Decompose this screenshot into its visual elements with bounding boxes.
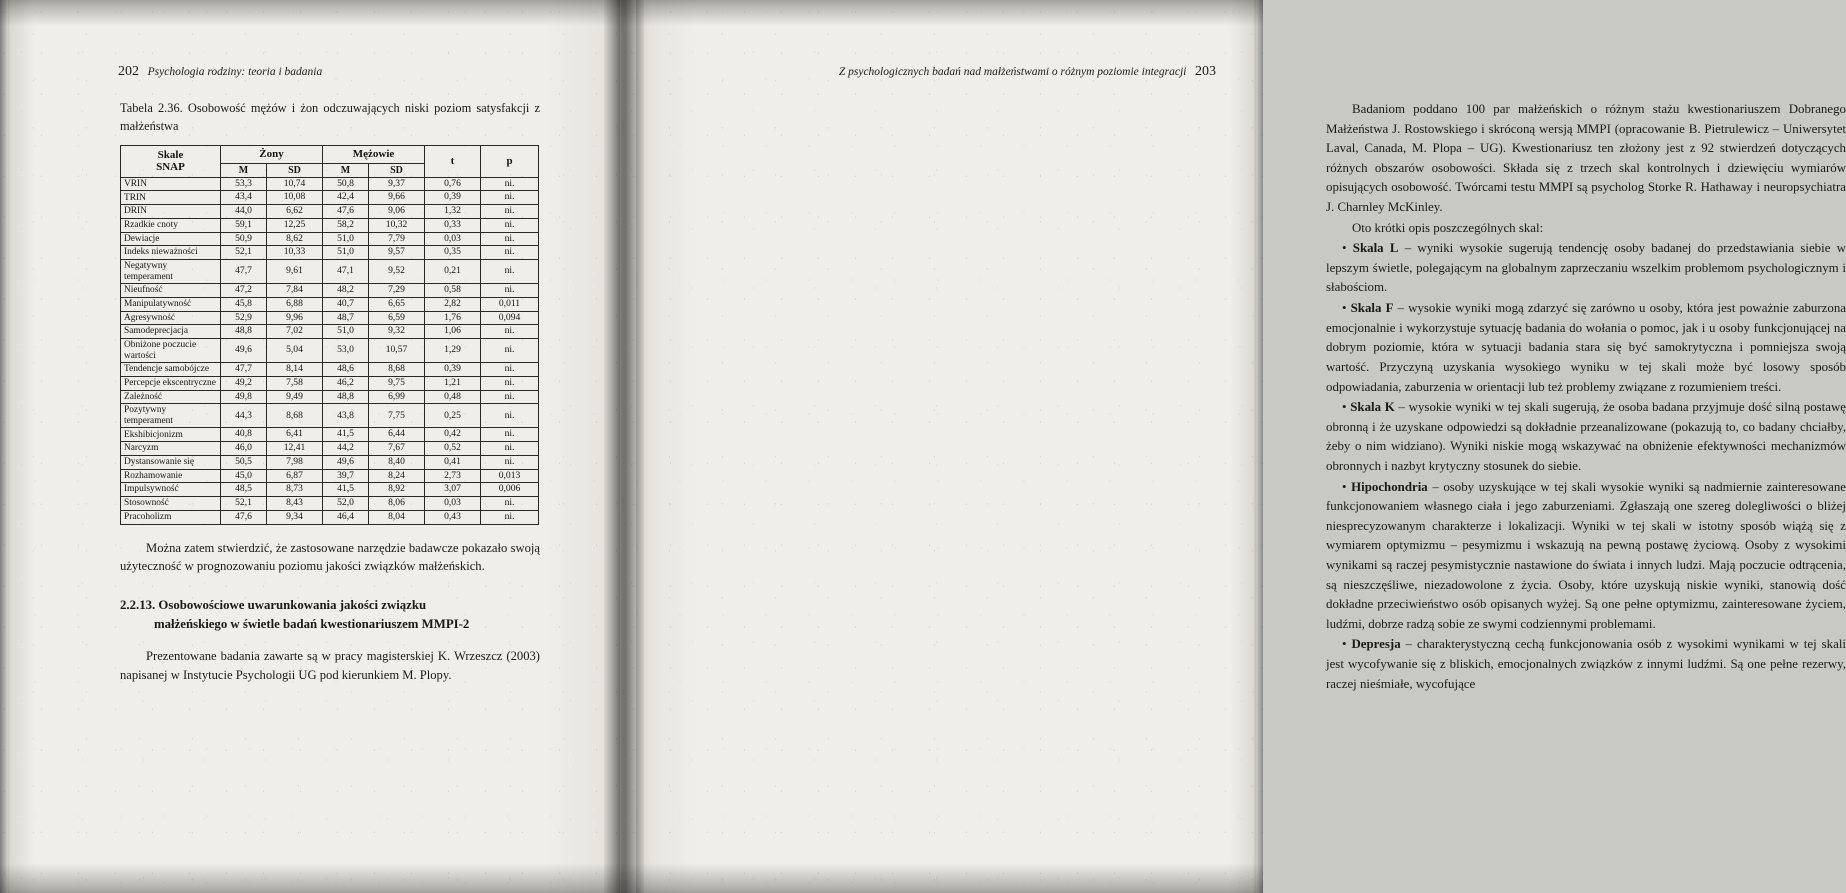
cell-label: Indeks nieważności	[121, 246, 221, 260]
right-column	[1326, 100, 1846, 695]
scale-name: Hipochondria	[1351, 479, 1428, 494]
cell-mez_sd: 6,65	[369, 297, 425, 311]
cell-mez_sd: 7,79	[369, 232, 425, 246]
header-scales-line1: Skale	[157, 149, 184, 162]
bullet-icon: •	[1342, 479, 1352, 494]
cell-zony_m: 50,9	[221, 232, 267, 246]
cell-mez_m: 46,2	[323, 376, 369, 390]
cell-zony_sd: 9,49	[267, 390, 323, 404]
cell-zony_sd: 7,58	[267, 376, 323, 390]
cell-zony_sd: 8,14	[267, 363, 323, 377]
cell-mez_sd: 8,40	[369, 455, 425, 469]
table-row	[121, 404, 539, 428]
table-row	[121, 191, 539, 205]
cell-p: ni.	[481, 442, 539, 456]
closing-paragraph: Prezentowane badania zawarte są w pracy magisterskiej K. Wrzeszcz (2003) napisanej w Instytucie Psychologii UG pod kierunkiem M. Plopy.	[120, 649, 540, 683]
cell-zony_m: 40,8	[221, 428, 267, 442]
table-row	[121, 177, 539, 191]
cell-t: 3,07	[425, 483, 481, 497]
table-row	[121, 497, 539, 511]
bullet-icon: •	[1342, 637, 1352, 652]
header-husbands: Mężowie	[323, 146, 425, 163]
cell-mez_sd: 8,68	[369, 363, 425, 377]
left-running-head	[118, 64, 322, 80]
cell-zony_sd: 9,61	[267, 260, 323, 284]
cell-t: 0,52	[425, 442, 481, 456]
cell-p: ni.	[481, 260, 539, 284]
cell-zony_sd: 12,41	[267, 442, 323, 456]
bullet-icon: •	[1342, 241, 1353, 256]
cell-label: Stosowność	[121, 497, 221, 511]
cell-p: ni.	[481, 363, 539, 377]
right-folio: 203	[1195, 64, 1216, 79]
cell-zony_m: 46,0	[221, 442, 267, 456]
cell-label: Narcyzm	[121, 442, 221, 456]
cell-label: Nieufność	[121, 284, 221, 298]
conclusion-paragraph: Można zatem stwierdzić, że zastosowane narzędzie badawcze pokazało swoją użyteczność w prognozowaniu poziomu jakości związków małżeńskich.	[120, 540, 540, 574]
scale-description-item	[1326, 398, 1846, 476]
cell-mez_m: 48,6	[323, 363, 369, 377]
cell-mez_sd: 9,32	[369, 325, 425, 339]
table-caption: Tabela 2.36. Osobowość mężów i żon odczuwających niski poziom satysfakcji z małżeństwa	[120, 101, 540, 133]
cell-mez_m: 46,4	[323, 510, 369, 524]
left-running-head-text: Psychologia rodziny: teoria i badania	[147, 66, 323, 78]
cell-label: Percepcje ekscentryczne	[121, 376, 221, 390]
cell-mez_sd: 8,04	[369, 510, 425, 524]
cell-mez_sd: 9,75	[369, 376, 425, 390]
cell-mez_m: 41,5	[323, 483, 369, 497]
scale-description-item	[1326, 635, 1846, 694]
table-row	[121, 284, 539, 298]
page-edge-top	[0, 0, 1263, 26]
cell-mez_sd: 9,66	[369, 191, 425, 205]
cell-mez_m: 51,0	[323, 246, 369, 260]
scale-name: Depresja	[1351, 637, 1401, 652]
cell-mez_sd: 9,06	[369, 205, 425, 219]
cell-t: 0,25	[425, 404, 481, 428]
cell-label: Rozhamowanie	[121, 469, 221, 483]
table-row	[121, 483, 539, 497]
right-running-head	[839, 64, 1216, 80]
cell-zony_m: 52,9	[221, 311, 267, 325]
table-row	[121, 510, 539, 524]
cell-zony_sd: 12,25	[267, 218, 323, 232]
cell-mez_sd: 6,99	[369, 390, 425, 404]
table-row	[121, 428, 539, 442]
header-wives-m: M	[221, 163, 267, 177]
cell-p: ni.	[481, 428, 539, 442]
cell-zony_m: 49,2	[221, 376, 267, 390]
table-row	[121, 205, 539, 219]
cell-mez_m: 40,7	[323, 297, 369, 311]
cell-zony_m: 44,3	[221, 404, 267, 428]
cell-label: Pozytywny temperament	[121, 404, 221, 428]
header-p: p	[481, 146, 539, 178]
cell-t: 0,58	[425, 284, 481, 298]
left-page	[8, 0, 620, 893]
left-column	[120, 100, 540, 685]
cell-mez_m: 41,5	[323, 428, 369, 442]
cell-p: 0,013	[481, 469, 539, 483]
bullet-icon: •	[1342, 400, 1351, 415]
cell-label: Tendencje samobójcze	[121, 363, 221, 377]
table-row	[121, 363, 539, 377]
cell-t: 0,03	[425, 232, 481, 246]
scale-description-item	[1326, 239, 1846, 298]
cell-mez_m: 39,7	[323, 469, 369, 483]
cell-zony_sd: 8,73	[267, 483, 323, 497]
table-row	[121, 246, 539, 260]
cell-zony_m: 47,2	[221, 284, 267, 298]
cell-p: ni.	[481, 284, 539, 298]
book-gutter	[604, 0, 644, 893]
cell-mez_sd: 9,52	[369, 260, 425, 284]
cell-zony_sd: 6,88	[267, 297, 323, 311]
cell-zony_sd: 7,02	[267, 325, 323, 339]
header-wives-sd: SD	[267, 163, 323, 177]
cell-t: 0,39	[425, 191, 481, 205]
cell-label: Rzadkie cnoty	[121, 218, 221, 232]
page-edge-left	[0, 0, 10, 893]
cell-zony_sd: 6,62	[267, 205, 323, 219]
cell-mez_m: 52,0	[323, 497, 369, 511]
cell-zony_m: 59,1	[221, 218, 267, 232]
cell-p: ni.	[481, 325, 539, 339]
cell-zony_sd: 10,74	[267, 177, 323, 191]
cell-label: Manipulatywność	[121, 297, 221, 311]
scale-text: – osoby uzyskujące w tej skali wysokie wyniki są nadmiernie zainteresowane funkcjonowaniem własnego ciała i jego zaburzeniami. Zgłaszają one szereg dolegliwości o bliżej niesprecyzowanym charakterze i lokalizacji. Wyniki w tej skali w istotny sposób wiążą się z wymiarem optymizmu – pesymizmu i wskazują na pewną postawę życiową. Osoby z wysokimi wynikami są raczej pesymistycznie nastawione do świata i innych ludzi. Mają poczucie odtrącenia, są nieszczęśliwe, niezadowolone z życia. Osoby, które uzyskują niskie wyniki, stanowią dość dokładne przeciwieństwo osób opisanych wyżej. Są one pełne optymizmu, zainteresowane życiem, ludźmi, dobrze radzą sobie ze swymi codziennymi problemami.	[1326, 479, 1846, 631]
cell-mez_m: 58,2	[323, 218, 369, 232]
cell-mez_sd: 10,57	[369, 339, 425, 363]
cell-p: ni.	[481, 510, 539, 524]
section-heading	[120, 596, 540, 633]
cell-label: Zależność	[121, 390, 221, 404]
cell-p: ni.	[481, 177, 539, 191]
cell-zony_m: 50,5	[221, 455, 267, 469]
cell-mez_sd: 7,67	[369, 442, 425, 456]
section-heading-line2: małżeńskiego w świetle badań kwestionariuszem MMPI-2	[154, 616, 470, 631]
cell-p: ni.	[481, 455, 539, 469]
cell-mez_m: 48,7	[323, 311, 369, 325]
cell-zony_m: 47,7	[221, 260, 267, 284]
cell-mez_sd: 8,92	[369, 483, 425, 497]
table-row	[121, 442, 539, 456]
cell-mez_sd: 8,06	[369, 497, 425, 511]
cell-zony_m: 52,1	[221, 497, 267, 511]
scale-name: Skala L	[1352, 241, 1399, 256]
table-row	[121, 325, 539, 339]
cell-t: 0,35	[425, 246, 481, 260]
cell-mez_m: 47,6	[323, 205, 369, 219]
table-row	[121, 339, 539, 363]
cell-label: Dewiacje	[121, 232, 221, 246]
table-head-row-1	[121, 146, 539, 163]
cell-mez_sd: 9,57	[369, 246, 425, 260]
cell-p: ni.	[481, 232, 539, 246]
table-row	[121, 260, 539, 284]
cell-mez_m: 48,2	[323, 284, 369, 298]
cell-t: 0,41	[425, 455, 481, 469]
header-husbands-m: M	[323, 163, 369, 177]
cell-zony_sd: 9,96	[267, 311, 323, 325]
left-folio: 202	[118, 64, 139, 79]
scale-text: – wysokie wyniki w tej skali sugerują, że osoba badana przyjmuje dość silną postawę obronną i że uzyskane odpowiedzi są dokładnie przeanalizowane (pokazują to, co badany chciałby, żeby o nim widziano). Wyniki niskie mogą wskazywać na obniżenie efektywności mechanizmów obronnych i nazbyt krytyczny stosunek do siebie.	[1326, 400, 1846, 473]
cell-zony_sd: 10,08	[267, 191, 323, 205]
cell-zony_m: 45,8	[221, 297, 267, 311]
cell-p: ni.	[481, 404, 539, 428]
scale-text: – charakterystyczną cechą funkcjonowania osób z wysokimi wynikami w tej skali jest wycofywanie się z bliskich, emocjonalnych związków z innymi ludźmi. Są one pełne rezerwy, raczej nieśmiałe, wycofujące	[1326, 637, 1846, 691]
cell-zony_m: 48,8	[221, 325, 267, 339]
cell-label: DRIN	[121, 205, 221, 219]
snap-scales-table	[120, 145, 539, 524]
cell-zony_sd: 9,34	[267, 510, 323, 524]
cell-zony_m: 48,5	[221, 483, 267, 497]
cell-t: 1,06	[425, 325, 481, 339]
table-row	[121, 232, 539, 246]
cell-p: ni.	[481, 376, 539, 390]
scale-name: Skala K	[1350, 400, 1395, 415]
cell-t: 0,39	[425, 363, 481, 377]
cell-zony_m: 43,4	[221, 191, 267, 205]
cell-zony_sd: 7,98	[267, 455, 323, 469]
cell-t: 0,42	[425, 428, 481, 442]
scale-description-item	[1326, 478, 1846, 635]
table-row	[121, 297, 539, 311]
cell-mez_m: 42,4	[323, 191, 369, 205]
cell-t: 1,32	[425, 205, 481, 219]
header-wives: Żony	[221, 146, 323, 163]
cell-mez_m: 48,8	[323, 390, 369, 404]
cell-mez_m: 50,8	[323, 177, 369, 191]
section-heading-line1: 2.2.13. Osobowościowe uwarunkowania jakości związku	[120, 598, 427, 613]
cell-label: Samodeprecjacja	[121, 325, 221, 339]
cell-label: Ekshibicjonizm	[121, 428, 221, 442]
table-row	[121, 469, 539, 483]
cell-label: VRIN	[121, 177, 221, 191]
cell-zony_m: 49,6	[221, 339, 267, 363]
header-scales-line2: SNAP	[156, 161, 185, 174]
scale-text: – wysokie wyniki mogą zdarzyć się zarówno u osoby, która jest poważnie zaburzona emocjonalnie i wykorzystuje sytuację badania do wołania o pomoc, jak i u osoby funkcjonującej na dobrym poziomie, która w sytuacji badania stara się być samokrytyczna i pomniejsza swoją wartość. Przyczyną uzyskania wysokiego wyniku w tej skali może być losowy sposób odpowiadania, zaburzenia w orientacji lub też problemy związane z rozumieniem treści.	[1326, 301, 1846, 394]
cell-t: 1,29	[425, 339, 481, 363]
scale-description-item	[1326, 299, 1846, 397]
cell-t: 1,76	[425, 311, 481, 325]
cell-zony_m: 45,0	[221, 469, 267, 483]
cell-t: 1,21	[425, 376, 481, 390]
cell-label: TRIN	[121, 191, 221, 205]
cell-zony_m: 47,6	[221, 510, 267, 524]
cell-mez_m: 51,0	[323, 325, 369, 339]
cell-p: ni.	[481, 191, 539, 205]
cell-p: 0,006	[481, 483, 539, 497]
cell-p: ni.	[481, 390, 539, 404]
cell-zony_sd: 5,04	[267, 339, 323, 363]
scale-text: – wyniki wysokie sugerują tendencję osoby badanej do przedstawiania siebie w lepszym świetle, polegającym na globalnym zaprzeczaniu wszelkim problemom psychologicznym i słabościom.	[1326, 241, 1846, 295]
table-head	[121, 146, 539, 178]
cell-zony_sd: 7,84	[267, 284, 323, 298]
cell-zony_sd: 6,87	[267, 469, 323, 483]
cell-mez_sd: 7,29	[369, 284, 425, 298]
cell-t: 0,21	[425, 260, 481, 284]
right-page	[636, 0, 1846, 893]
cell-p: ni.	[481, 497, 539, 511]
cell-mez_m: 53,0	[323, 339, 369, 363]
header-scales	[121, 146, 221, 178]
cell-t: 0,48	[425, 390, 481, 404]
cell-zony_sd: 8,62	[267, 232, 323, 246]
cell-p: ni.	[481, 339, 539, 363]
cell-p: ni.	[481, 218, 539, 232]
cell-zony_m: 44,0	[221, 205, 267, 219]
cell-t: 0,76	[425, 177, 481, 191]
cell-label: Impulsywność	[121, 483, 221, 497]
page-edge-right	[1253, 0, 1263, 893]
cell-zony_sd: 6,41	[267, 428, 323, 442]
cell-mez_m: 47,1	[323, 260, 369, 284]
cell-mez_sd: 10,32	[369, 218, 425, 232]
cell-t: 0,33	[425, 218, 481, 232]
cell-mez_m: 43,8	[323, 404, 369, 428]
right-running-head-text: Z psychologicznych badań nad małżeństwami o różnym poziomie integracji	[838, 66, 1187, 78]
cell-mez_sd: 6,59	[369, 311, 425, 325]
cell-label: Obniżone poczucie wartości	[121, 339, 221, 363]
table-row	[121, 390, 539, 404]
cell-mez_m: 51,0	[323, 232, 369, 246]
table-row	[121, 311, 539, 325]
right-paragraph-1: Badaniom poddano 100 par małżeńskich o różnym stażu kwestionariuszem Dobranego Małżeństwa J. Rostowskiego i skróconą wersją MMPI (opracowanie B. Pietrulewicz – Uniwersytet Laval, Canada, M. Plopa – UG). Kwestionariusz ten złożony jest z 92 stwierdzeń dotyczących różnych obszarów osobowości. Składa się z trzech skal kontrolnych i dziewięciu wymiarów opisujących osobowość. Twórcami testu MMPI są psycholog Storke R. Hathaway i neuropsychiatra J. Charnley McKinley.	[1326, 102, 1846, 215]
cell-label: Negatywny temperament	[121, 260, 221, 284]
table-row	[121, 218, 539, 232]
bullet-icon: •	[1342, 301, 1351, 316]
cell-t: 0,43	[425, 510, 481, 524]
cell-mez_sd: 8,24	[369, 469, 425, 483]
cell-label: Pracoholizm	[121, 510, 221, 524]
right-paragraph-2: Oto krótki opis poszczególnych skal:	[1352, 220, 1544, 235]
header-husbands-sd: SD	[369, 163, 425, 177]
cell-p: ni.	[481, 205, 539, 219]
header-t: t	[425, 146, 481, 178]
cell-label: Agresywność	[121, 311, 221, 325]
scale-name: Skala F	[1350, 301, 1394, 316]
cell-zony_sd: 10,33	[267, 246, 323, 260]
cell-zony_m: 47,7	[221, 363, 267, 377]
cell-zony_m: 49,8	[221, 390, 267, 404]
cell-mez_sd: 9,37	[369, 177, 425, 191]
cell-t: 2,82	[425, 297, 481, 311]
cell-zony_sd: 8,43	[267, 497, 323, 511]
cell-p: 0,011	[481, 297, 539, 311]
table-row	[121, 455, 539, 469]
cell-t: 2,73	[425, 469, 481, 483]
cell-mez_m: 49,6	[323, 455, 369, 469]
cell-mez_sd: 6,44	[369, 428, 425, 442]
table-body	[121, 177, 539, 524]
scale-description-list	[1326, 239, 1846, 694]
cell-p: ni.	[481, 246, 539, 260]
cell-mez_sd: 7,75	[369, 404, 425, 428]
cell-zony_m: 52,1	[221, 246, 267, 260]
cell-t: 0,03	[425, 497, 481, 511]
cell-zony_m: 53,3	[221, 177, 267, 191]
cell-p: 0,094	[481, 311, 539, 325]
cell-label: Dystansowanie się	[121, 455, 221, 469]
page-edge-bottom	[0, 863, 1263, 893]
cell-mez_m: 44,2	[323, 442, 369, 456]
cell-zony_sd: 8,68	[267, 404, 323, 428]
table-row	[121, 376, 539, 390]
